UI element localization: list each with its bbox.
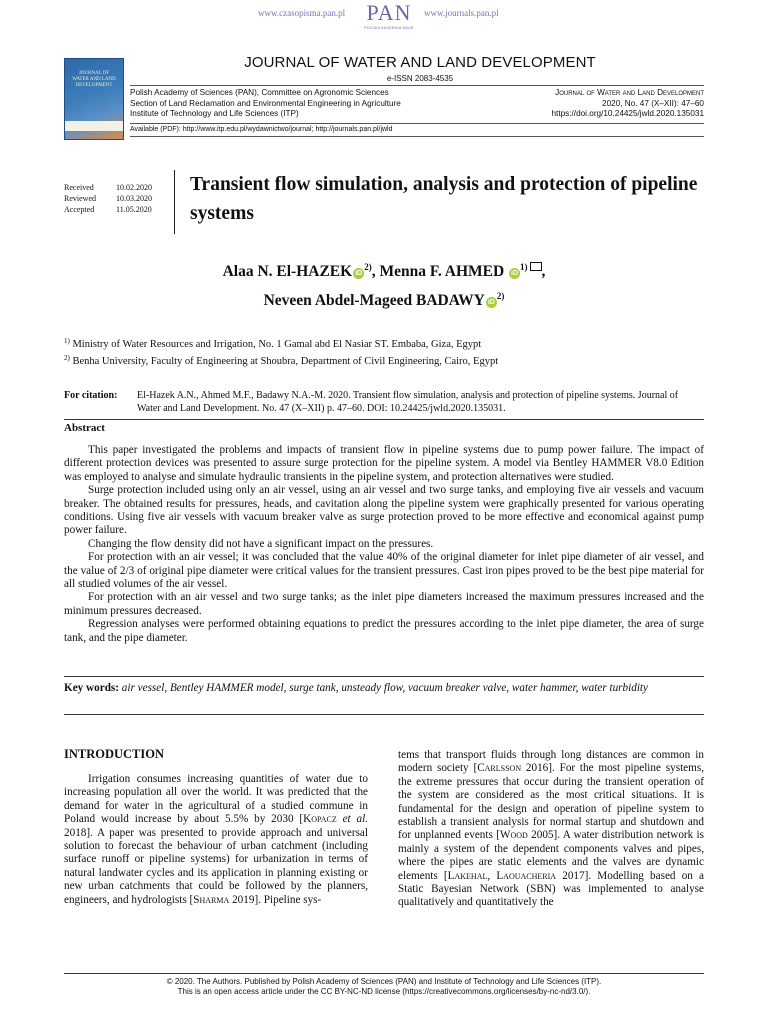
journal-title: JOURNAL OF WATER AND LAND DEVELOPMENT: [244, 54, 596, 71]
affiliation: [64, 335, 498, 352]
header-divider: [130, 136, 704, 137]
footer: [64, 977, 704, 997]
abstract-paragraph: Regression analyses were performed obtaining equations to predict the pressures according to the inlet pipe diameter, the area of surge tank, and the pipe diameter.: [64, 618, 704, 644]
citation-ref: Lakehal, Laouacheria: [447, 869, 557, 882]
abstract-paragraph: Surge protection included using only an air vessel, using an air vessel and two surge tanks, and employing five air vessels and vacuum breaker. The obtained results for pressures, heads, and cavitation along the pipeline system were graphically presented for various operating conditions. Using five air vessels with vacuum breaker valve as surge protection proved to be more effective and economical against pump power failure.: [64, 484, 704, 537]
eissn: e-ISSN 2083-4535: [386, 74, 454, 83]
pan-logo: [358, 0, 420, 30]
date-value: 11.05.2020: [116, 205, 152, 214]
header-divider: [130, 85, 704, 86]
url-right[interactable]: www.journals.pan.pl: [424, 8, 499, 18]
institution-line: Institute of Technology and Life Sciences (ITP): [130, 109, 299, 118]
affiliation-number: 1): [64, 337, 70, 345]
authors: [64, 255, 704, 313]
url-left[interactable]: www.czasopisma.pan.pl: [258, 8, 346, 18]
date-label: Received: [64, 183, 94, 192]
keywords: [64, 682, 704, 695]
affiliations: [64, 335, 498, 368]
doi-link[interactable]: https://doi.org/10.24425/jwld.2020.135031: [551, 109, 704, 118]
orcid-icon[interactable]: iD: [487, 299, 495, 306]
date-value: 10.03.2020: [116, 194, 152, 203]
body-paragraph: tems that transport fluids through long distances are common in modern society [Carlsson 2016]. For the most pipeline systems, the extreme pressures that occur during the transient operation of the system are considered as the most critical situations. It is fundamental for the design and operation of pipeline system to establish a transient analysis for normal startup and shutdown and for unplanned events [Wood 2005]. A water distribution network is mainly a system of the dependent components valves and pipes, where the pipes are static elements and the valves are dynamic elements [Lakehal, Laouacheria 2017]. Modelling based on a Static Bayesian Network (SBN) was implemented to analyse qualitatively and quantitatively the: [398, 749, 705, 909]
author-separator: ,: [541, 263, 546, 280]
abstract-paragraph: For protection with an air vessel; it was concluded that the value 40% of the original diameter for inlet pipe diameter of air vessel, and the value of 2/3 of original pipe diameter were critical values for the transient pressures. Cast iron pipes proved to be the best pipe material for all studied volumes of the air vessel.: [64, 551, 704, 591]
institution-line: Polish Academy of Sciences (PAN), Committee on Agronomic Sciences: [130, 88, 389, 97]
cover-title: JOURNAL OF WATER AND LAND DEVELOPMENT: [72, 71, 116, 88]
author-separator: ,: [371, 263, 380, 280]
envelope-icon[interactable]: [530, 262, 542, 271]
date-value: 10.02.2020: [116, 183, 152, 192]
keywords-divider: [64, 676, 704, 677]
affiliation-number: 2): [64, 353, 70, 362]
abstract-divider: [64, 419, 704, 420]
date-label: Accepted: [64, 205, 95, 214]
pan-logo-subtitle: POLSKA AKADEMIA NAUK: [364, 26, 414, 30]
body-column-left: [64, 773, 368, 907]
date-row: [64, 204, 152, 215]
license-line[interactable]: This is an open access article under the CC BY-NC-ND license (https://creativecommons.org/licenses/by-nc-nd/3.0/).: [177, 987, 591, 996]
author-affiliation: 2): [364, 262, 372, 272]
journal-cover-image: [64, 58, 124, 140]
author-name: Alaa N. El-HAZEK: [222, 263, 353, 280]
institutions: [130, 88, 401, 120]
date-row: [64, 193, 152, 204]
journal-issue-info: [552, 88, 705, 120]
article-title: Transient flow simulation, analysis and protection of pipeline systems: [190, 174, 698, 224]
abstract: [64, 444, 704, 645]
institution-line: Section of Land Reclamation and Environmental Engineering in Agriculture: [130, 98, 401, 108]
header-divider: [130, 123, 704, 124]
citation-ref: Carlsson: [477, 762, 522, 775]
pan-logo-text: PAN: [366, 0, 412, 25]
affiliation-text: Ministry of Water Resources and Irrigation, No. 1 Gamal abd El Nasiar ST. Embaba, Giza, Egypt: [69, 339, 482, 350]
available-links[interactable]: Available (PDF): http://www.itp.edu.pl/wydawnictwo/journal; http://journals.pan.pl/jwld: [130, 126, 393, 133]
citation-ref: Wood: [499, 829, 528, 842]
date-row: [64, 182, 152, 193]
keywords-divider: [64, 714, 704, 715]
body-paragraph: Irrigation consumes increasing quantities of water due to increasing population all over the world. It was predicted that the demand for water in the agricultural of a studied commune in Poland would increase by about 5.5% by 2030 [Kopacz et al. 2018]. A paper was presented to provide approach and universal solution to forecast the behaviour of urban catchment (including surface runoff or pipeline systems) for urbanization in terms of natural landwater cycles and its application in planning existing or new urban catchments that could be followed by the planners, engineers, and hydrologists [Sharma 2019]. Pipeline sys-: [64, 773, 368, 906]
author-name: Neveen Abdel-Mageed BADAWY: [263, 292, 485, 309]
title-divider: [174, 170, 175, 234]
citation-label: For citation:: [64, 390, 118, 401]
date-label: Reviewed: [64, 194, 96, 203]
author-name: Menna F. AHMED: [379, 263, 505, 280]
citation-text: El-Hazek A.N., Ahmed M.F., Badawy N.A.-M. 2020. Transient flow simulation, analysis and protection of pipeline systems. Journal of Water and Land Development. No. 47 (X–XII) p. 47–60. DOI: 10.24425/jwld.2020.135031.: [137, 390, 679, 414]
orcid-icon[interactable]: iD: [511, 270, 519, 277]
issue-number: 2020, No. 47 (X–XII): 47–60: [602, 98, 704, 108]
journal-name: Journal of Water and Land Development: [555, 88, 704, 97]
abstract-paragraph: This paper investigated the problems and impacts of transient flow in pipeline systems due to pump power failure. The impact of different protection devices was presented to assure surge protection for the pipeline system. A model via Bentley HAMMER V8.0 Edition was employed to analyse and simulate hydraulic transients in the pipeline system, and protection alternatives were studied.: [64, 444, 704, 483]
body-column-right: [398, 749, 704, 910]
citation: [64, 390, 704, 415]
copyright-line: © 2020. The Authors. Published by Polish Academy of Sciences (PAN) and Institute of Technology and Life Sciences (ITP).: [166, 977, 602, 986]
affiliation-text: Benha University, Faculty of Engineering at Shoubra, Department of Civil Engineering, Cairo, Egypt: [69, 355, 499, 367]
author-affiliation: 1): [520, 262, 528, 272]
footer-divider: [64, 973, 704, 974]
section-heading-introduction: INTRODUCTION: [64, 747, 165, 761]
affiliation: [64, 352, 498, 369]
article-dates: [64, 182, 152, 215]
keywords-label: Key words:: [64, 682, 119, 694]
abstract-paragraph: For protection with an air vessel and two surge tanks; as the inlet pipe diameters increased the maximum pressures increased and the minimum pressures decreased.: [64, 591, 704, 617]
abstract-heading: Abstract: [64, 422, 105, 434]
abstract-paragraph: Changing the flow density did not have a significant impact on the pressures.: [88, 537, 434, 550]
citation-ref: Sharma: [193, 893, 230, 906]
keywords-text: air vessel, Bentley HAMMER model, surge tank, unsteady flow, vacuum breaker valve, water hammer, water turbidity: [121, 682, 649, 694]
orcid-icon[interactable]: iD: [355, 270, 363, 277]
citation-ref: Kopacz: [303, 813, 337, 826]
author-affiliation: 2): [496, 291, 505, 301]
